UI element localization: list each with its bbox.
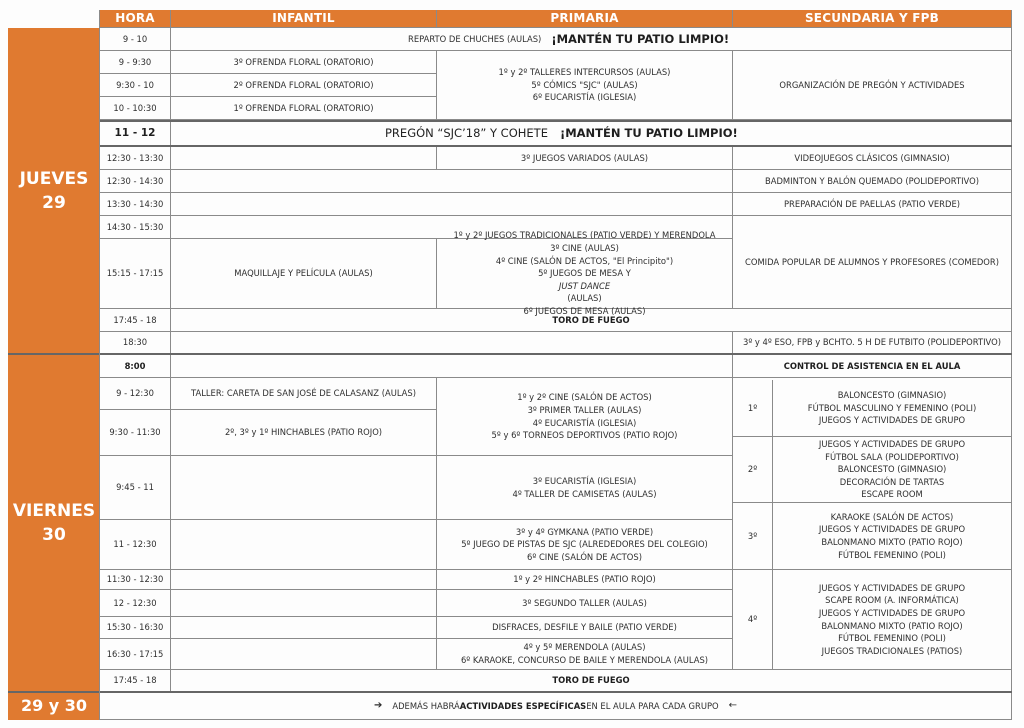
viernes-primaria-gymkana <box>437 520 733 570</box>
viernes-hora-800: 8:00 <box>100 355 171 378</box>
jueves-infantil-ofrenda-1: 1º OFRENDA FLORAL (ORATORIO) <box>171 97 437 120</box>
line: 6º EUCARISTÍA (IGLESIA) <box>532 92 637 103</box>
viernes-infantil-hinchables: 2º, 3º y 1º HINCHABLES (PATIO ROJO) <box>171 410 437 456</box>
viernes-primaria-hinchables: 1º y 2º HINCHABLES (PATIO ROJO) <box>437 570 733 590</box>
divider <box>100 120 1012 122</box>
day-both: 29 y 30 <box>8 692 100 720</box>
day-viernes <box>8 354 100 692</box>
jueves-empty <box>171 193 733 216</box>
jueves-hora-10-1030: 10 - 10:30 <box>100 97 171 120</box>
jueves-hora-1515-1715: 15:15 - 17:15 <box>100 239 171 309</box>
day-viernes-label: VIERNES <box>12 501 96 521</box>
jueves-primaria-juegos-variados: 3º JUEGOS VARIADOS (AULAS) <box>437 147 733 170</box>
viernes-hora-1745-18: 17:45 - 18 <box>100 670 171 692</box>
viernes-infantil-empty <box>171 520 437 570</box>
line: SCAPE ROOM (A. INFORMÁTICA) <box>825 595 959 606</box>
viernes-secundaria-control: CONTROL DE ASISTENCIA EN EL AULA <box>733 355 1012 378</box>
header-primaria: PRIMARIA <box>437 10 733 28</box>
line: JUEGOS Y ACTIVIDADES DE GRUPO <box>818 607 966 618</box>
jueves-infantil-maquillaje: MAQUILLAJE Y PELÍCULA (AULAS) <box>171 239 437 309</box>
jueves-hora-930-10: 9:30 - 10 <box>100 74 171 97</box>
line: FÚTBOL SALA (POLIDEPORTIVO) <box>825 451 959 462</box>
jueves-secundaria-organizacion: ORGANIZACIÓN DE PREGÓN Y ACTIVIDADES <box>733 51 1012 120</box>
line <box>538 267 631 305</box>
secundaria-curso-1: 1º <box>733 380 773 437</box>
viernes-primaria-merendola <box>437 639 733 670</box>
jueves-hora-1830: 18:30 <box>100 332 171 354</box>
day-jueves-number: 29 <box>42 192 66 213</box>
jueves-infantil-ofrenda-3: 3º OFRENDA FLORAL (ORATORIO) <box>171 51 437 74</box>
jueves-secundaria-comida: COMIDA POPULAR DE ALUMNOS Y PROFESORES (COMEDOR) <box>733 216 1012 309</box>
line: 4º CINE (SALÓN DE ACTOS, "El Principito") <box>495 255 674 266</box>
viernes-hora-11-1230: 11 - 12:30 <box>100 520 171 570</box>
jueves-primaria-talleres <box>437 51 733 120</box>
line: 1º y 2º JUEGOS TRADICIONALES (PATIO VERDE) Y MERENDOLA <box>453 230 716 241</box>
line: ESCAPE ROOM <box>861 489 923 500</box>
line: 3º y 4º GYMKANA (PATIO VERDE) <box>515 526 654 537</box>
line: JUEGOS Y ACTIVIDADES DE GRUPO <box>818 415 966 426</box>
jueves-secundaria-paellas: PREPARACIÓN DE PAELLAS (PATIO VERDE) <box>733 193 1012 216</box>
line: JUEGOS Y ACTIVIDADES DE GRUPO <box>818 439 966 450</box>
viernes-hora-12-1230: 12 - 12:30 <box>100 590 171 617</box>
arrow-right-icon: ➔ <box>373 699 383 711</box>
jueves-secundaria-videojuegos: VIDEOJUEGOS CLÁSICOS (GIMNASIO) <box>733 147 1012 170</box>
header-hora: HORA <box>100 10 171 28</box>
text: JUST DANCE <box>558 280 611 291</box>
viernes-infantil-careta: TALLER: CARETA DE SAN JOSÉ DE CALASANZ (AULAS) <box>171 378 437 410</box>
jueves-hora-1745-18: 17:45 - 18 <box>100 309 171 332</box>
line: BALONMANO MIXTO (PATIO ROJO) <box>821 537 963 547</box>
footer-note <box>100 693 1012 720</box>
viernes-empty <box>171 355 733 378</box>
jueves-empty <box>171 332 733 354</box>
jueves-row-9-10 <box>171 28 1012 51</box>
line: FÚTBOL MASCULINO Y FEMENINO (POLI) <box>807 402 977 413</box>
viernes-hora-930-1130: 9:30 - 11:30 <box>100 410 171 456</box>
secundaria-curso-2: 2º <box>733 437 773 503</box>
line: JUEGOS Y ACTIVIDADES DE GRUPO <box>818 582 966 593</box>
line: FÚTBOL FEMENINO (POLI) <box>838 633 946 644</box>
line: 5º y 6º TORNEOS DEPORTIVOS (PATIO ROJO) <box>491 430 678 441</box>
viernes-hora-1530-1630: 15:30 - 16:30 <box>100 617 171 639</box>
line: JUEGOS TRADICIONALES (PATIOS) <box>821 645 963 656</box>
day-viernes-number: 30 <box>42 525 66 545</box>
slogan-patio-limpio: ¡MANTÉN TU PATIO LIMPIO! <box>551 31 730 46</box>
line: BALONMANO MIXTO (PATIO ROJO) <box>821 620 963 631</box>
secundaria-actividades-2 <box>773 437 1012 503</box>
footer-pre: ADEMÁS HABRÁ <box>392 700 460 711</box>
viernes-primaria-manana <box>437 378 733 456</box>
viernes-toro-de-fuego: TORO DE FUEGO <box>171 670 1012 692</box>
viernes-primaria-segundo-taller: 3º SEGUNDO TALLER (AULAS) <box>437 590 733 617</box>
footer-post: EN EL AULA PARA CADA GRUPO <box>586 700 719 711</box>
viernes-primaria-eucaristia <box>437 456 733 520</box>
jueves-hora-11-12: 11 - 12 <box>100 122 171 146</box>
line: 6º KARAOKE, CONCURSO DE BAILE Y MERENDOLA (AULAS) <box>460 655 709 665</box>
border-left <box>99 10 100 720</box>
jueves-secundaria-badminton: BADMINTON Y BALÓN QUEMADO (POLIDEPORTIVO) <box>733 170 1012 193</box>
jueves-secundaria-futbito: 3º y 4º ESO, FPB y BCHTO. 5 H DE FUTBITO (POLIDEPORTIVO) <box>733 332 1012 354</box>
secundaria-actividades-1 <box>773 380 1012 437</box>
jueves-hora-1430-1530: 14:30 - 15:30 <box>100 216 171 239</box>
line: DECORACIÓN DE TARTAS <box>839 476 945 487</box>
viernes-hora-9-1230: 9 - 12:30 <box>100 378 171 410</box>
line: 3º EUCARISTÍA (IGLESIA) <box>532 475 637 486</box>
line: KARAOKE (SALÓN DE ACTOS) <box>830 511 954 522</box>
viernes-infantil-empty <box>171 570 437 590</box>
jueves-hora-1230-1430: 12:30 - 14:30 <box>100 170 171 193</box>
jueves-hora-1230-1330: 12:30 - 13:30 <box>100 147 171 170</box>
line: 4º y 5º MERENDOLA (AULAS) <box>523 642 646 653</box>
jueves-reparto-chuches: REPARTO DE CHUCHES (AULAS) <box>408 33 542 44</box>
line: 3º CINE (AULAS) <box>550 243 619 254</box>
day-jueves-label: JUEVES <box>19 168 89 189</box>
line: 4º EUCARISTÍA (IGLESIA) <box>532 417 637 428</box>
header-infantil: INFANTIL <box>171 10 437 28</box>
line: 6º JUEGOS DE MESA (AULAS) <box>523 305 646 316</box>
slogan-patio-limpio-2: ¡MANTÉN TU PATIO LIMPIO! <box>559 126 738 141</box>
jueves-toro-de-fuego: TORO DE FUEGO <box>171 309 1012 332</box>
line: 5º CÓMICS "SJC" (AULAS) <box>531 79 638 90</box>
secundaria-curso-3: 3º <box>733 503 773 570</box>
viernes-infantil-empty <box>171 456 437 520</box>
day-jueves <box>8 28 100 354</box>
arrow-left-icon: ← <box>728 699 738 711</box>
secundaria-curso-4: 4º <box>733 570 773 670</box>
jueves-hora-1330-1430: 13:30 - 14:30 <box>100 193 171 216</box>
viernes-primaria-disfraces: DISFRACES, DESFILE Y BAILE (PATIO VERDE) <box>437 617 733 639</box>
line: 1º y 2º TALLERES INTERCURSOS (AULAS) <box>498 67 671 78</box>
viernes-infantil-empty <box>171 617 437 639</box>
line: BALONCESTO (GIMNASIO) <box>837 390 947 401</box>
line: 6º CINE (SALÓN DE ACTOS) <box>527 551 642 562</box>
jueves-infantil-empty <box>171 147 437 170</box>
jueves-empty <box>171 170 733 193</box>
line: 1º y 2º CINE (SALÓN DE ACTOS) <box>517 392 652 403</box>
text: (AULAS) <box>567 293 602 304</box>
pregon-title: PREGÓN “SJC’18” Y COHETE <box>385 126 548 141</box>
viernes-hora-1630-1715: 16:30 - 17:15 <box>100 639 171 670</box>
line: 3º PRIMER TALLER (AULAS) <box>527 404 642 415</box>
secundaria-actividades-3 <box>773 503 1012 570</box>
jueves-primaria-tarde <box>437 230 733 316</box>
header-secundaria: SECUNDARIA Y FPB <box>733 10 1012 28</box>
viernes-hora-1130-1230: 11:30 - 12:30 <box>100 570 171 590</box>
jueves-hora-9-930: 9 - 9:30 <box>100 51 171 74</box>
secundaria-actividades-4 <box>773 570 1012 670</box>
jueves-row-pregon <box>171 122 1012 146</box>
line: JUEGOS Y ACTIVIDADES DE GRUPO <box>818 524 966 535</box>
line: 5º JUEGO DE PISTAS DE SJC (ALREDEDORES DEL COLEGIO) <box>461 539 708 550</box>
viernes-hora-945-11: 9:45 - 11 <box>100 456 171 520</box>
jueves-hora-9-10: 9 - 10 <box>100 28 171 51</box>
jueves-infantil-ofrenda-2: 2º OFRENDA FLORAL (ORATORIO) <box>171 74 437 97</box>
line: BALONCESTO (GIMNASIO) <box>837 464 947 475</box>
footer-strong: ACTIVIDADES ESPECÍFICAS <box>459 700 587 711</box>
line: FÚTBOL FEMENINO (POLI) <box>838 549 946 560</box>
line: 4º TALLER DE CAMISETAS (AULAS) <box>512 488 657 499</box>
text: 5º JUEGOS DE MESA Y <box>538 268 631 279</box>
viernes-infantil-empty <box>171 590 437 617</box>
viernes-infantil-empty <box>171 639 437 670</box>
